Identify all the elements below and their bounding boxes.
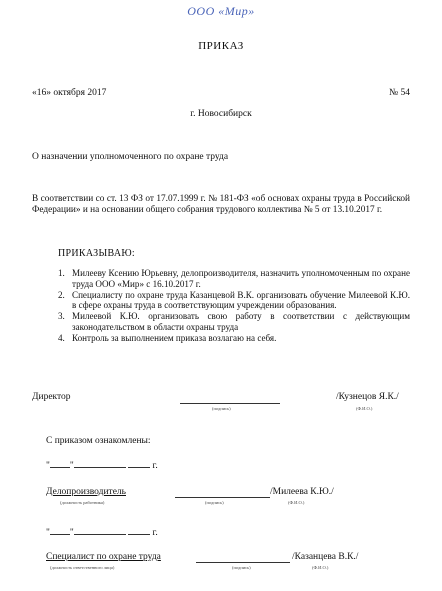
- date-line-1: [46, 459, 158, 471]
- order-subject: О назначении уполномоченного по охране труда: [32, 152, 229, 162]
- date-quote-open: ": [46, 528, 50, 538]
- date-quote-close: ": [69, 461, 74, 471]
- signer-name-caption: (Ф.И.О.): [288, 500, 305, 505]
- item-number: 1.: [58, 268, 65, 278]
- order-item: [58, 290, 410, 311]
- director-name: /Кузнецов Я.К./: [336, 392, 399, 402]
- item-number: 4.: [58, 332, 65, 343]
- director-name-caption: (Ф.И.О.): [356, 406, 373, 411]
- order-city: г. Новосибирск: [190, 109, 252, 119]
- order-item: [58, 268, 410, 289]
- item-text: Милееву Ксению Юрьевну, делопроизводителя, назначить уполномоченным по охране труда ООО «Мир» с 16.10.2017 г.: [72, 268, 410, 289]
- signer-name: /Казанцева В.К./: [292, 552, 359, 562]
- order-items-list: [58, 268, 410, 344]
- signer-name: /Милеева К.Ю./: [270, 487, 334, 497]
- signer-position: Специалист по охране труда: [46, 552, 161, 562]
- director-label: Директор: [32, 392, 71, 402]
- signer-signature-line: [196, 562, 290, 563]
- date-quote-close: ": [69, 528, 74, 538]
- year-suffix: г.: [152, 528, 158, 538]
- signer-signature-caption: (подпись): [232, 565, 251, 570]
- signer-name-caption: (Ф.И.О.): [312, 565, 329, 570]
- date-line-2: [46, 526, 158, 538]
- director-signature-line: [180, 403, 280, 404]
- order-heading: ПРИКАЗЫВАЮ:: [58, 248, 135, 259]
- order-item: [58, 333, 410, 344]
- signer-signature-line: [175, 497, 270, 498]
- intro-paragraph: В соответствии со ст. 13 ФЗ от 17.07.1999 г. № 181-ФЗ «об основах охраны труда в Российской Федерации» и на основании общего собрания трудового коллектива № 5 от 13.10.2017 г.: [32, 194, 410, 215]
- year-suffix: г.: [152, 461, 158, 471]
- item-number: 3.: [58, 311, 65, 321]
- document-title: ПРИКАЗ: [198, 40, 244, 52]
- item-text: Милеевой К.Ю. организовать свою работу в соответствии с действующим законодательством в области охраны труда: [72, 311, 410, 332]
- date-quote-open: ": [46, 461, 50, 471]
- director-signature-caption: (подпись): [212, 406, 231, 411]
- item-text: Специалисту по охране труда Казанцевой В.К. организовать обучение Милеевой К.Ю. в сфере охраны труда в соответствующим учреждении образования.: [72, 289, 410, 310]
- signer-signature-caption: (подпись): [205, 500, 224, 505]
- item-number: 2.: [58, 289, 65, 300]
- signer-position-caption: (должность ответственного лица): [50, 565, 115, 570]
- signer-position: Делопроизводитель: [46, 487, 126, 497]
- order-item: [58, 311, 410, 332]
- signer-position-caption: (должность работника): [60, 500, 105, 505]
- acquainted-heading: С приказом ознакомлены:: [46, 436, 151, 446]
- organization-name: ООО «Мир»: [187, 4, 255, 18]
- item-text: Контроль за выполнением приказа возлагаю на себя.: [72, 332, 277, 343]
- order-number: № 54: [389, 88, 410, 98]
- order-date: «16» октября 2017: [32, 88, 107, 98]
